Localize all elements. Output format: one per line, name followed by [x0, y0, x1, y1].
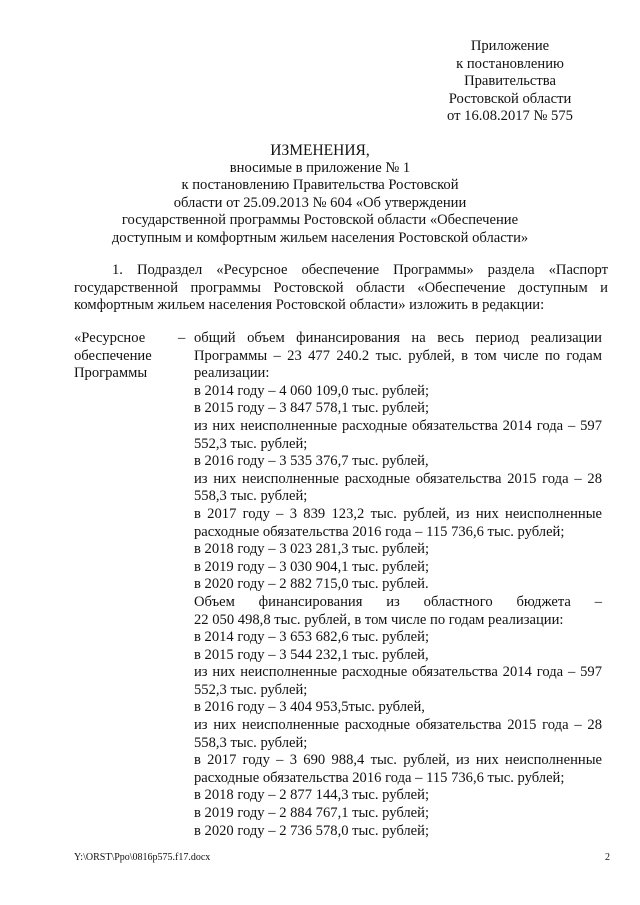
header-line: от 16.08.2017 № 575 — [447, 108, 573, 125]
header-line: Приложение — [470, 38, 550, 54]
year-line: в 2020 году – 2 736 578,0 тыс. рублей; — [194, 822, 430, 839]
file-path: Y:\ORST\Ppo\0816p575.f17.docx — [74, 852, 211, 863]
year-line: в 2014 году – 4 060 109,0 тыс. рублей; — [194, 382, 430, 399]
year-line: в 2018 году – 3 023 281,3 тыс. рублей; — [194, 541, 430, 558]
title-line: доступным и комфортным жильем населения Ростовской области» — [111, 229, 529, 246]
year-line: в 2020 году – 2 882 715,0 тыс. рублей. — [194, 576, 429, 593]
title-line: к постановлению Правительства Ростовской — [181, 177, 459, 194]
year-line: в 2019 году – 2 884 767,1 тыс. рублей; — [194, 805, 430, 822]
total-financing: общий объем финансирования на весь период реализации Программы – 23 477 240.2 тыс. рублей, в том числе по годам реализации: — [194, 330, 602, 382]
section-label-line: Программы — [74, 365, 148, 382]
page-number: 2 — [605, 852, 610, 863]
year-line: в 2015 году – 3 847 578,1 тыс. рублей; — [194, 400, 430, 417]
section-dash: – — [178, 330, 186, 346]
section-label-line: обеспечение — [74, 347, 152, 364]
year-line: в 2016 году – 3 404 953,5тыс. рублей, — [194, 699, 425, 716]
section-label — [74, 330, 174, 383]
title-line: области от 25.09.2013 № 604 «Об утверждении — [173, 194, 467, 211]
section-label-line: «Ресурсное — [74, 330, 146, 346]
section-content — [194, 330, 602, 840]
header-line: Ростовской области — [448, 90, 572, 107]
year-line: в 2016 году – 3 535 376,7 тыс. рублей, — [194, 453, 429, 470]
year-line: в 2019 году – 3 030 904,1 тыс. рублей; — [194, 558, 430, 575]
year-line: в 2018 году – 2 877 144,3 тыс. рублей; — [194, 787, 430, 804]
header-line: Правительства — [464, 73, 556, 90]
year-line: в 2015 году – 3 544 232,1 тыс. рублей, — [194, 646, 429, 663]
header-line: к постановлению — [456, 55, 564, 72]
title-line: вносимые в приложение № 1 — [229, 159, 411, 176]
regional-financing-total: 22 050 498,8 тыс. рублей, в том числе по годам реализации: — [194, 611, 564, 628]
title-heading: ИЗМЕНЕНИЯ, — [270, 142, 370, 159]
intro-text: 1. Подраздел «Ресурсное обеспечение Программы» раздела «Паспорт государственной программы Ростовской области «Обеспечение доступным и комфортным жильем населения Ростовской области» изложить в редакции: — [74, 262, 608, 314]
intro-paragraph — [74, 262, 608, 315]
year-line: в 2017 году – 3 839 123,2 тыс. рублей, из них неисполненные расходные обязательства 2016 года – 115 736,6 тыс. рублей; — [194, 505, 602, 540]
obligation-note: из них неисполненные расходные обязательства 2014 года – 597 552,3 тыс. рублей; — [194, 664, 602, 698]
year-line: в 2014 году – 3 653 682,6 тыс. рублей; — [194, 629, 430, 646]
regional-financing-heading: Объем финансирования из областного бюджета – — [194, 593, 602, 610]
year-line: в 2017 году – 3 690 988,4 тыс. рублей, из них неисполненные расходные обязательства 2016 года – 115 736,6 тыс. рублей; — [194, 752, 602, 786]
appendix-header — [400, 38, 620, 126]
document-title — [60, 142, 580, 248]
obligation-note: из них неисполненные расходные обязательства 2014 года – 597 552,3 тыс. рублей; — [194, 417, 602, 452]
title-line: государственной программы Ростовской области «Обеспечение — [121, 212, 519, 229]
obligation-note: из них неисполненные расходные обязательства 2015 года – 28 558,3 тыс. рублей; — [194, 717, 602, 751]
obligation-note: из них неисполненные расходные обязательства 2015 года – 28 558,3 тыс. рублей; — [194, 470, 602, 505]
